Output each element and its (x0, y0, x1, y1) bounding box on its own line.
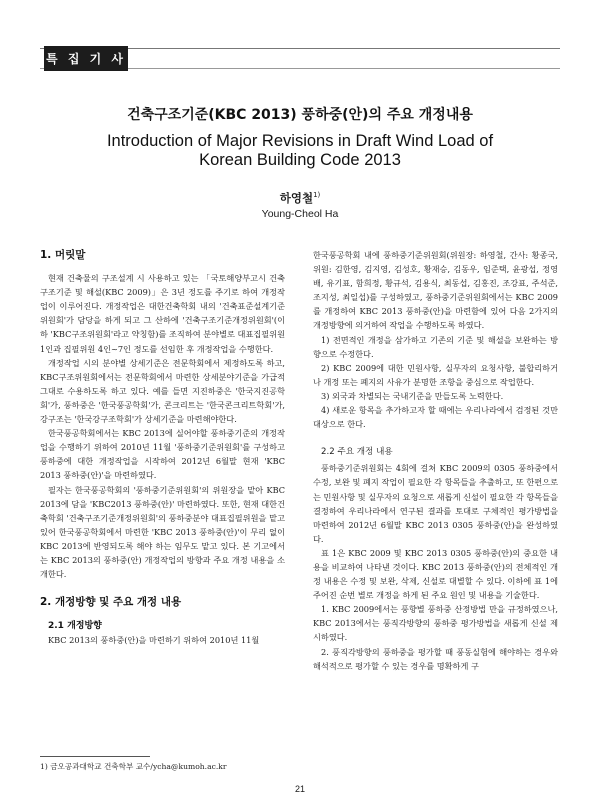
paragraph: 현재 건축물의 구조설계 시 사용하고 있는 「국토해양부고시 건축구조기준 및 해설(KBC 2009)」은 3년 정도를 주기로 하여 개정작업이 이루어진다. 개정작업은 대한건축학회 내의 '건축표준설계기준위원회'가 담당을 하게 되고 그 산하에 '건축구조기준개정위원회'(이하 'KBC구조위원회'라고 약칭함)를 조직하여 분야별로 대표집필위원 1인과 집필위원 4인~7인 정도를 선임한 후 개정작업을 수행한다. (40, 273, 285, 354)
list-item: 1. KBC 2009에서는 풍향별 풍하중 산정방법 만을 규정하였으나, KBC 2013에서는 풍직각방향의 풍하중 평가방법을 새롭게 신설 제시하였다. (313, 604, 558, 643)
section-2-heading: 2. 개정방향 및 주요 개정 내용 (40, 596, 182, 609)
paragraph: KBC 2013의 풍하중(안)을 마련하기 위하여 2010년 11월 (48, 635, 260, 646)
list-item: 4) 새로운 항목을 추가하고자 할 때에는 우리나라에서 검정된 것만 대상으로 한다. (313, 405, 558, 430)
section-2-1-heading: 2.1 개정방향 (48, 621, 102, 632)
footnote: 1) 금오공과대학교 건축학부 교수/ycha@kumoh.ac.kr (40, 762, 227, 771)
page-number: 21 (294, 784, 305, 794)
list-item: 2) KBC 2009에 대한 민원사항, 실무자의 요청사항, 불합리하거나 개정 또는 폐지의 사유가 분명한 조항을 중심으로 작업한다. (313, 362, 558, 387)
title-english-line2: Korean Building Code 2013 (199, 151, 401, 169)
title-korean: 건축구조기준(KBC 2013) 풍하중(안)의 주요 개정내용 (127, 107, 473, 123)
author-korean (0, 190, 600, 206)
paragraph: 개정작업 시의 분야별 상세기준은 전문학회에서 제정하도록 하고, KBC구조위원회에서는 전문학회에서 마련한 상세분야기준을 가급적 그대로 수용하도록 하고 있다. 예를 들면 지진하중은 '한국지진공학회'가, 풍하중은 '한국풍공학회'가, 콘크리트는 '한국콘크리트학회'가, 강구조는 '한국강구조학회'가 상세기준을 마련해야한다. (40, 357, 285, 425)
paragraph: 한국풍공학회에서는 KBC 2013에 실어야할 풍하중기준의 개정작업을 수행하기 위하여 2010년 11월 '풍하중기준위원회'를 구성하고 풍하중에 대한 개정작업을 시작하여 2012년 6월말 현재 'KBC 2013 풍하중(안)'을 마련하였다. (40, 428, 285, 481)
author-name-korean: 하영철 (279, 191, 314, 205)
author-english: Young-Cheol Ha (261, 208, 339, 220)
author-footnote-mark: 1) (313, 191, 321, 200)
section-2-2-heading: 2.2 주요 개정 내용 (321, 447, 393, 458)
section-1-heading: 1. 머릿말 (40, 249, 86, 261)
section-tag: 특 집 기 사 (44, 46, 128, 71)
list-item: 2. 풍직각방향의 풍하중을 평가할 때 풍동실험에 해야하는 경우와 해석적으로 평가할 수 있는 경우를 명확하게 구 (313, 646, 558, 671)
left-column (40, 248, 285, 647)
paragraph: 표 1은 KBC 2009 및 KBC 2013 0305 풍하중(안)의 중요한 내용을 비교하여 나타낸 것이다. KBC 2013 풍하중(안)의 전체적인 개정 내용은 수정 및 보완, 삭제, 신설로 대별할 수 있다. 이하에 표 1에 주어진 순번 별로 개정을 하게 된 주요 원인 및 내용을 기술한다. (313, 547, 558, 601)
paragraph: 풍하중기준위원회는 4회에 걸쳐 KBC 2009의 0305 풍하중에서 수정, 보완 및 폐지 작업이 필요한 각 항목들을 추출하고, 또 한편으로는 민원사항 및 실무자의 요청으로 새롭게 신설이 필요한 각 항목들을 결정하여 우리나라에서 연구된 결과를 토대로 구체적인 평가방법을 마련하여 2012년 6월말 KBC 2013 0305 풍하중(안)을 완성하였다. (313, 463, 558, 544)
paragraph: 한국풍공학회 내에 풍하중기준위원회(위원장: 하영철, 간사: 황종국, 위원: 김한영, 김지영, 김성호, 황재승, 김동우, 임준택, 윤광섭, 정영배, 유기표, 함희정, 황규석, 김용식, 최동섭, 김홍진, 조강표, 주석준, 조지성, 최일섭)를 구성하였고, 풍하중기준위원회에서는 KBC 2009를 개정하여 KBC 2013 풍하중(안)을 마련함에 있어 다음 2가지의 개정방향에 의거하여 작업을 수행하도록 하였다. (313, 250, 558, 331)
title-english (60, 132, 540, 170)
title-english-line1: Introduction of Major Revisions in Draft Wind Load of (106, 132, 494, 150)
right-column (313, 248, 558, 673)
list-item: 1) 전면적인 개정을 삼가하고 기존의 기준 및 해설을 보완하는 방향으로 수정한다. (313, 334, 558, 359)
list-item: 3) 외국과 차별되는 국내기준을 만들도록 노력한다. (321, 390, 504, 401)
footnote-rule (40, 756, 150, 757)
paragraph: 필자는 한국풍공학회의 '풍하중기준위원회'의 위원장을 맡아 KBC 2013에 담을 'KBC2013 풍하중(안)' 마련하였다. 또한, 현재 대한건축학회 '건축구조기준개정위원회'의 풍하중분야 대표집필위원을 맡고 있어 한국풍공학회에서 마련한 'KBC 2013 풍하중(안)'이 무리 없이 KBC 2013에 반영되도록 해야 하는 임무도 맡고 있다. 본 기고에서는 KBC 2013의 풍하중(안) 개정작업의 방향과 주요 개정 내용을 소개한다. (40, 484, 285, 580)
